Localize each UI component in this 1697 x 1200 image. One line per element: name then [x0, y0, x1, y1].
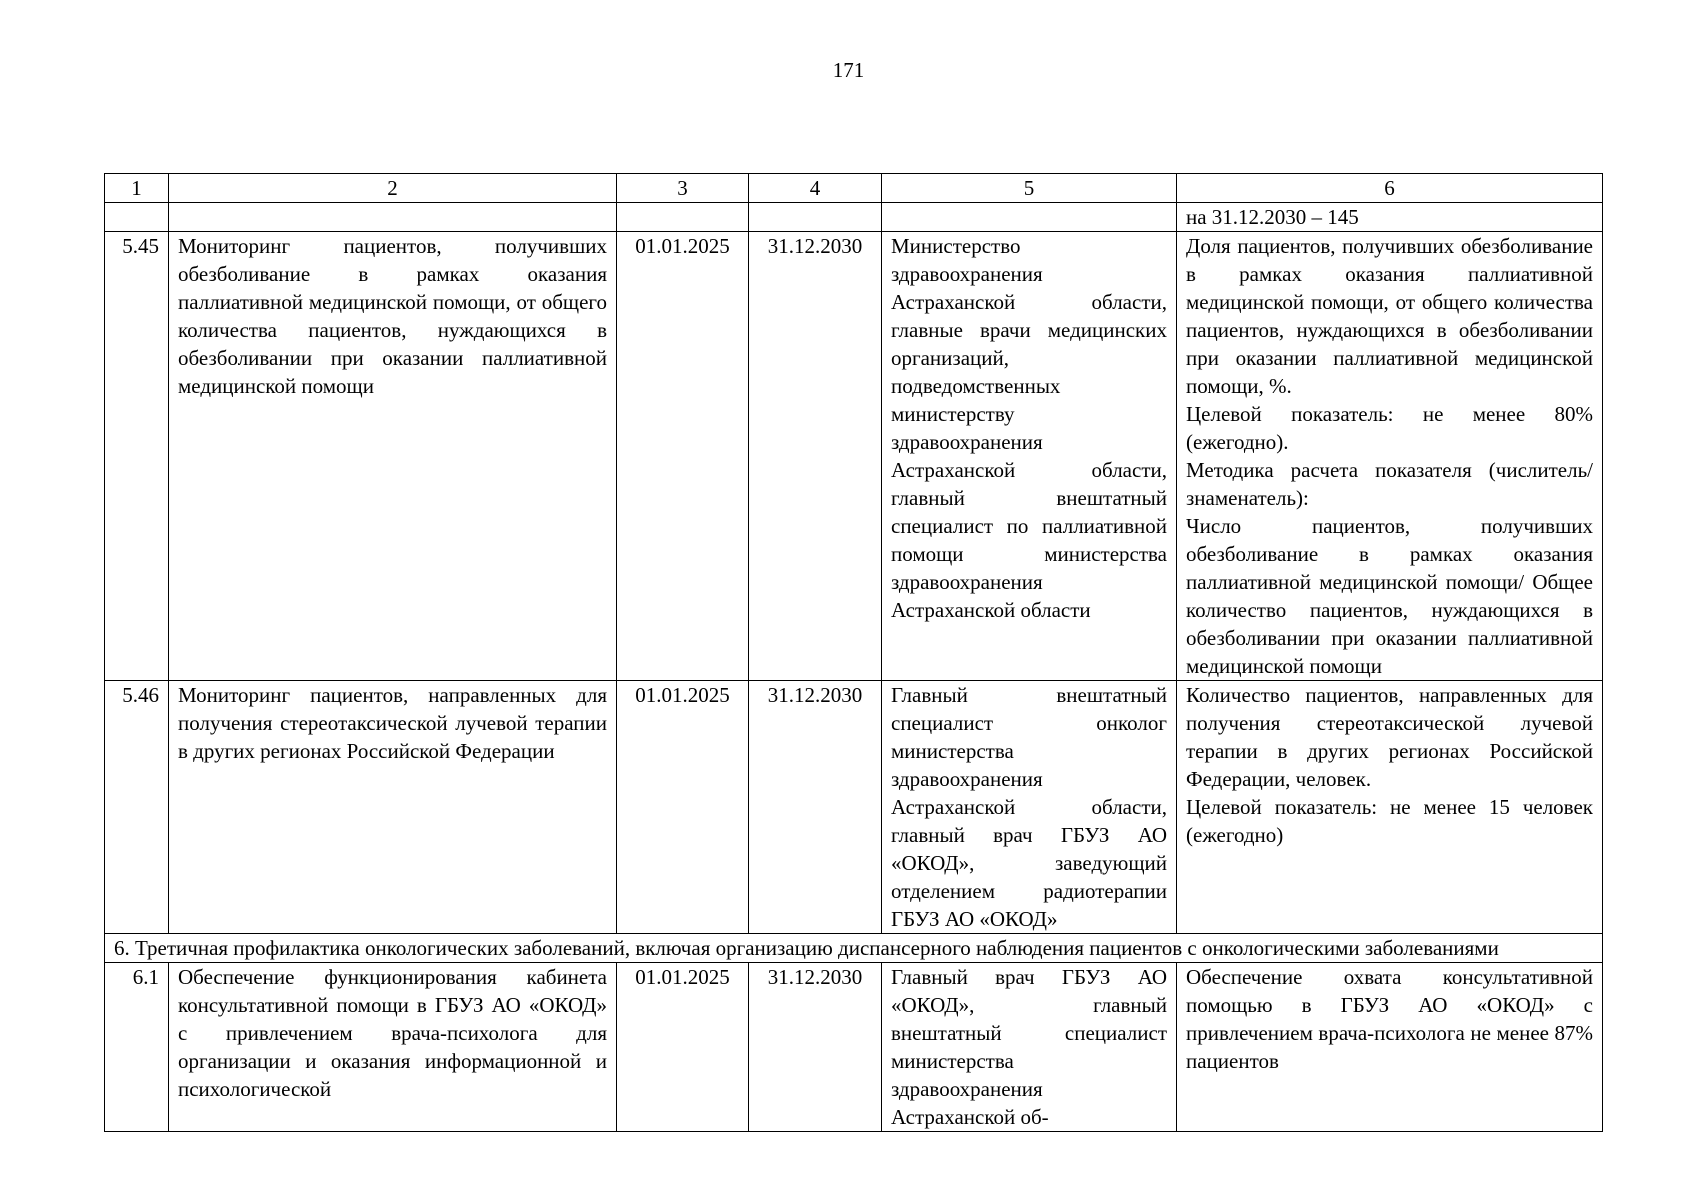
continuation-cell-5 [882, 203, 1177, 232]
row-number: 5.46 [105, 681, 169, 934]
indicator-text: Количество пациентов, направленных для получения стереотаксической лучевой терапии в других регионах Российской Федерации, человек. [1186, 683, 1593, 791]
col-header-5: 5 [882, 174, 1177, 203]
continuation-row [105, 203, 1603, 232]
target-indicator: Целевой показатель: не менее 80% (ежегодно). [1186, 402, 1593, 454]
start-date: 01.01.2025 [617, 232, 749, 681]
result-indicator: Обеспечение охвата консультативной помощью в ГБУЗ АО «ОКОД» с привлечением врача-психолога не менее 87% пациентов [1177, 963, 1603, 1132]
continuation-cell-6: на 31.12.2030 – 145 [1177, 203, 1603, 232]
continuation-cell-1 [105, 203, 169, 232]
table-row-6-1 [105, 963, 1603, 1132]
responsible-parties: Главный врач ГБУЗ АО «ОКОД», главный внештатный специалист министерства здравоохранения Астраханской об- [882, 963, 1177, 1132]
result-indicator [1177, 232, 1603, 681]
col-header-6: 6 [1177, 174, 1603, 203]
continuation-cell-2 [169, 203, 617, 232]
plan-table [104, 173, 1603, 1132]
end-date: 31.12.2030 [749, 963, 882, 1132]
event-description: Мониторинг пациентов, получивших обезболивание в рамках оказания паллиативной медицинской помощи, от общего количества пациентов, нуждающихся в обезболивании при оказании паллиативной медицинской помощи [169, 232, 617, 681]
section-row-6 [105, 934, 1603, 963]
end-date: 31.12.2030 [749, 681, 882, 934]
table-row-5-46 [105, 681, 1603, 934]
row-number: 6.1 [105, 963, 169, 1132]
header-row [105, 174, 1603, 203]
responsible-parties: Главный внештатный специалист онколог министерства здравоохранения Астраханской области, главный врач ГБУЗ АО «ОКОД», заведующий отделением радиотерапии ГБУЗ АО «ОКОД» [882, 681, 1177, 934]
indicator-text: Доля пациентов, получивших обезболивание в рамках оказания паллиативной медицинской помощи, от общего количества пациентов, нуждающихся в обезболивании при оказании паллиативной медицинской помощи, %. [1186, 234, 1593, 398]
page-number: 171 [832, 58, 865, 82]
calculation-method: Методика расчета показателя (числитель/знаменатель): [1186, 458, 1593, 510]
continuation-cell-4 [749, 203, 882, 232]
event-description: Обеспечение функционирования кабинета консультативной помощи в ГБУЗ АО «ОКОД» с привлечением врача-психолога для организации и оказания информационной и психологической [169, 963, 617, 1132]
continuation-cell-3 [617, 203, 749, 232]
start-date: 01.01.2025 [617, 681, 749, 934]
table-row-5-45 [105, 232, 1603, 681]
calculation-formula: Число пациентов, получивших обезболивание в рамках оказания паллиативной медицинской помощи/ Общее количество пациентов, нуждающихся в обезболивании при оказании паллиативной медицинской помощи [1186, 514, 1593, 678]
col-header-2: 2 [169, 174, 617, 203]
start-date: 01.01.2025 [617, 963, 749, 1132]
section-heading: 6. Третичная профилактика онкологических заболеваний, включая организацию диспансерного наблюдения пациентов с онкологическими заболеваниями [105, 934, 1603, 963]
result-indicator [1177, 681, 1603, 934]
col-header-3: 3 [617, 174, 749, 203]
col-header-1: 1 [105, 174, 169, 203]
end-date: 31.12.2030 [749, 232, 882, 681]
row-number: 5.45 [105, 232, 169, 681]
target-indicator: Целевой показатель: не менее 15 человек (ежегодно) [1186, 795, 1593, 847]
col-header-4: 4 [749, 174, 882, 203]
responsible-parties: Министерство здравоохранения Астраханской области, главные врачи медицинских организаций, подведомственных министерству здравоохранения Астраханской области, главный внештатный специалист по паллиативной помощи министерства здравоохранения Астраханской области [882, 232, 1177, 681]
event-description: Мониторинг пациентов, направленных для получения стереотаксической лучевой терапии в других регионах Российской Федерации [169, 681, 617, 934]
